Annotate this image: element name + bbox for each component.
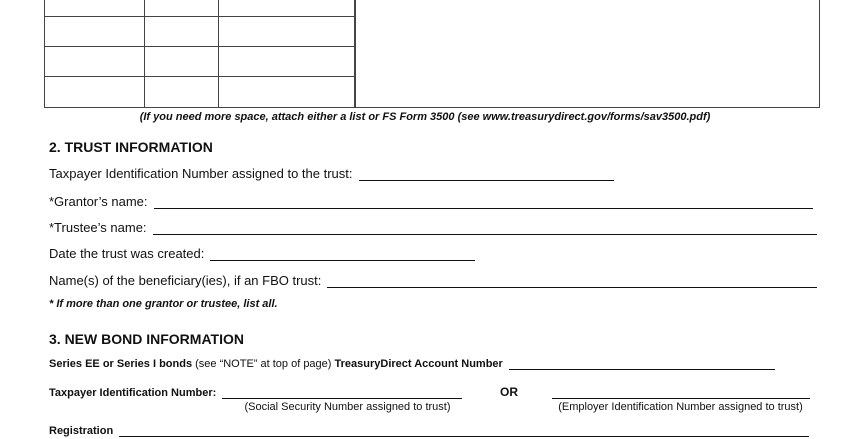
grantor-row <box>49 194 813 209</box>
table-row-divider <box>45 16 354 17</box>
grantor-trustee-footnote: * If more than one grantor or trustee, list all. <box>49 298 278 310</box>
beneficiary-label: Name(s) of the beneficiary(ies), if an FBO trust: <box>49 273 322 288</box>
series-label: Series EE or Series I bonds <box>49 358 193 370</box>
ssn-field[interactable] <box>222 386 462 399</box>
trustee-row <box>49 220 817 235</box>
beneficiary-name-field[interactable] <box>327 275 817 288</box>
grantor-label: *Grantor’s name: <box>49 194 148 209</box>
ein-field[interactable] <box>552 386 810 399</box>
trust-tin-row <box>49 166 614 181</box>
ein-caption: (Employer Identification Number assigned to trust) <box>558 401 803 413</box>
registration-field[interactable] <box>119 424 809 437</box>
bond-tin-row <box>49 386 462 399</box>
series-note: (see “NOTE” at top of page) <box>192 358 335 370</box>
new-bond-information-heading: 3. NEW BOND INFORMATION <box>49 331 244 347</box>
table-row-divider <box>45 76 354 77</box>
continuation-text-box[interactable] <box>355 0 820 108</box>
or-label: OR <box>500 385 518 399</box>
trust-date-row <box>49 246 475 261</box>
ssn-caption: (Social Security Number assigned to trust) <box>244 401 451 413</box>
series-account-row <box>49 357 775 370</box>
table-row-divider <box>45 46 354 47</box>
trust-information-heading: 2. TRUST INFORMATION <box>49 139 213 155</box>
trustee-label: *Trustee’s name: <box>49 220 147 235</box>
registration-label: Registration <box>49 425 114 437</box>
trust-date-label: Date the trust was created: <box>49 246 205 261</box>
beneficiary-row <box>49 273 817 288</box>
account-number-field[interactable] <box>509 357 775 370</box>
continuation-table <box>44 0 355 108</box>
account-number-label: TreasuryDirect Account Number <box>334 358 503 370</box>
trustee-name-field[interactable] <box>153 222 817 235</box>
trust-tin-label: Taxpayer Identification Number assigned to the trust: <box>49 166 353 181</box>
trust-date-field[interactable] <box>210 248 475 261</box>
registration-row <box>49 424 809 437</box>
more-space-note: (If you need more space, attach either a list or FS Form 3500 (see www.treasurydirect.gov/forms/sav3500.pdf) <box>139 111 711 123</box>
trust-tin-field[interactable] <box>359 168 614 181</box>
bond-tin-label: Taxpayer Identification Number: <box>49 387 217 399</box>
grantor-name-field[interactable] <box>154 196 813 209</box>
